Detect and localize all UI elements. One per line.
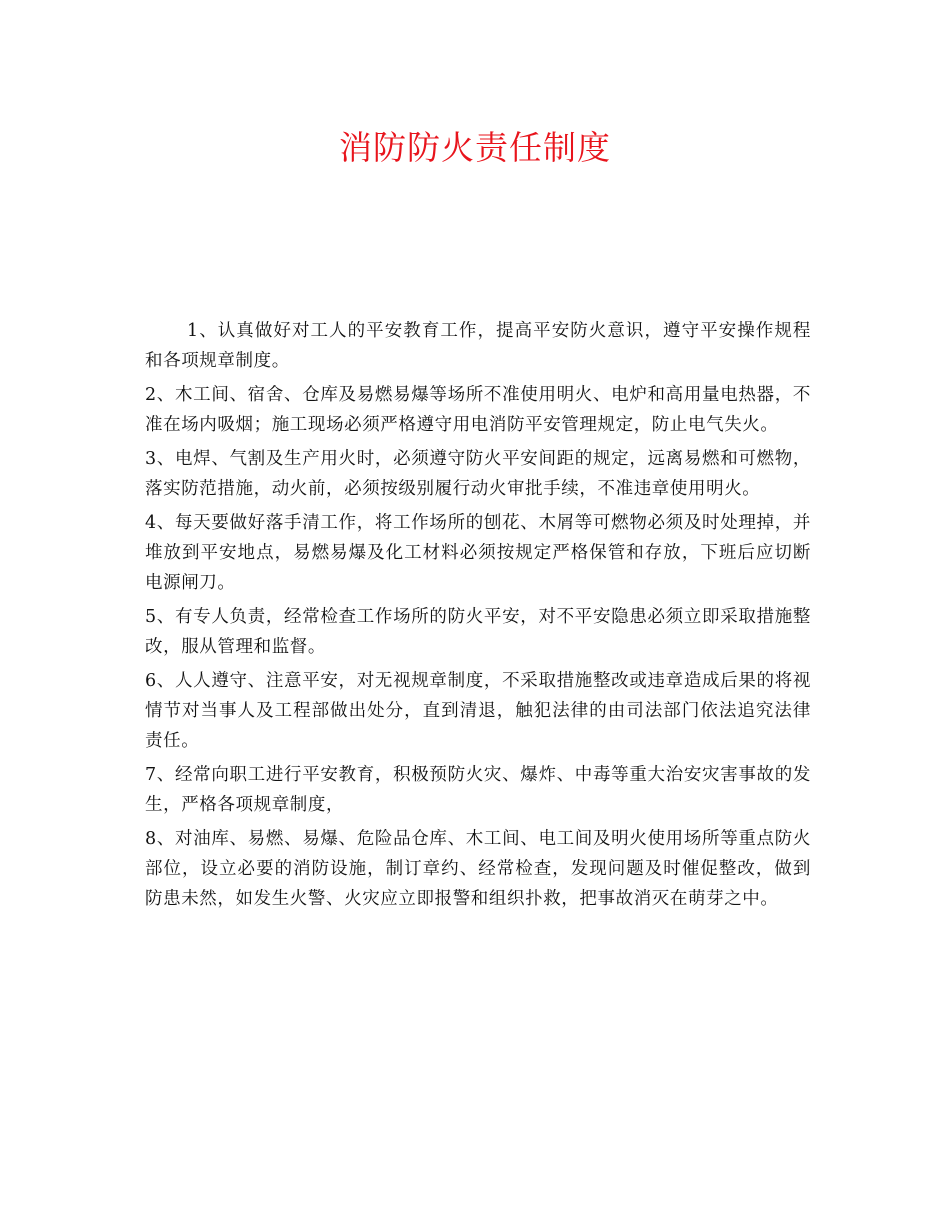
clause-5: 5、有专人负责，经常检查工作场所的防火平安，对不平安隐患必须立即采取措施整改，服从管理和监督。 [145, 607, 811, 657]
document-title: 消防防火责任制度 [339, 128, 611, 167]
clause-3: 3、电焊、气割及生产用火时，必须遵守防火平安间距的规定，远离易燃和可燃物，落实防范措施，动火前，必须按级别履行动火审批手续，不准违章使用明火。 [145, 449, 811, 499]
clause-8: 8、对油库、易燃、易爆、危险品仓库、木工间、电工间及明火使用场所等重点防火部位，设立必要的消防设施，制订章约、经常检查，发现问题及时催促整改，做到防患未然，如发生火警、火灾应立即报警和组织扑救，把事故消灭在萌芽之中。 [145, 829, 811, 909]
document-body [145, 316, 811, 918]
clause-1: 1、认真做好对工人的平安教育工作，提高平安防火意识，遵守平安操作规程和各项规章制度。 [145, 321, 811, 371]
clause-6: 6、人人遵守、注意平安，对无视规章制度，不采取措施整改或违章造成后果的将视情节对当事人及工程部做出处分，直到清退，触犯法律的由司法部门依法追究法律责任。 [145, 671, 811, 751]
clause-2: 2、木工间、宿舍、仓库及易燃易爆等场所不准使用明火、电炉和高用量电热器，不准在场内吸烟；施工现场必须严格遵守用电消防平安管理规定，防止电气失火。 [145, 385, 811, 435]
clause-4: 4、每天要做好落手清工作，将工作场所的刨花、木屑等可燃物必须及时处理掉，并堆放到平安地点，易燃易爆及化工材料必须按规定严格保管和存放，下班后应切断电源闸刀。 [145, 513, 811, 593]
clause-7: 7、经常向职工进行平安教育，积极预防火灾、爆炸、中毒等重大治安灾害事故的发生，严格各项规章制度， [145, 765, 811, 815]
